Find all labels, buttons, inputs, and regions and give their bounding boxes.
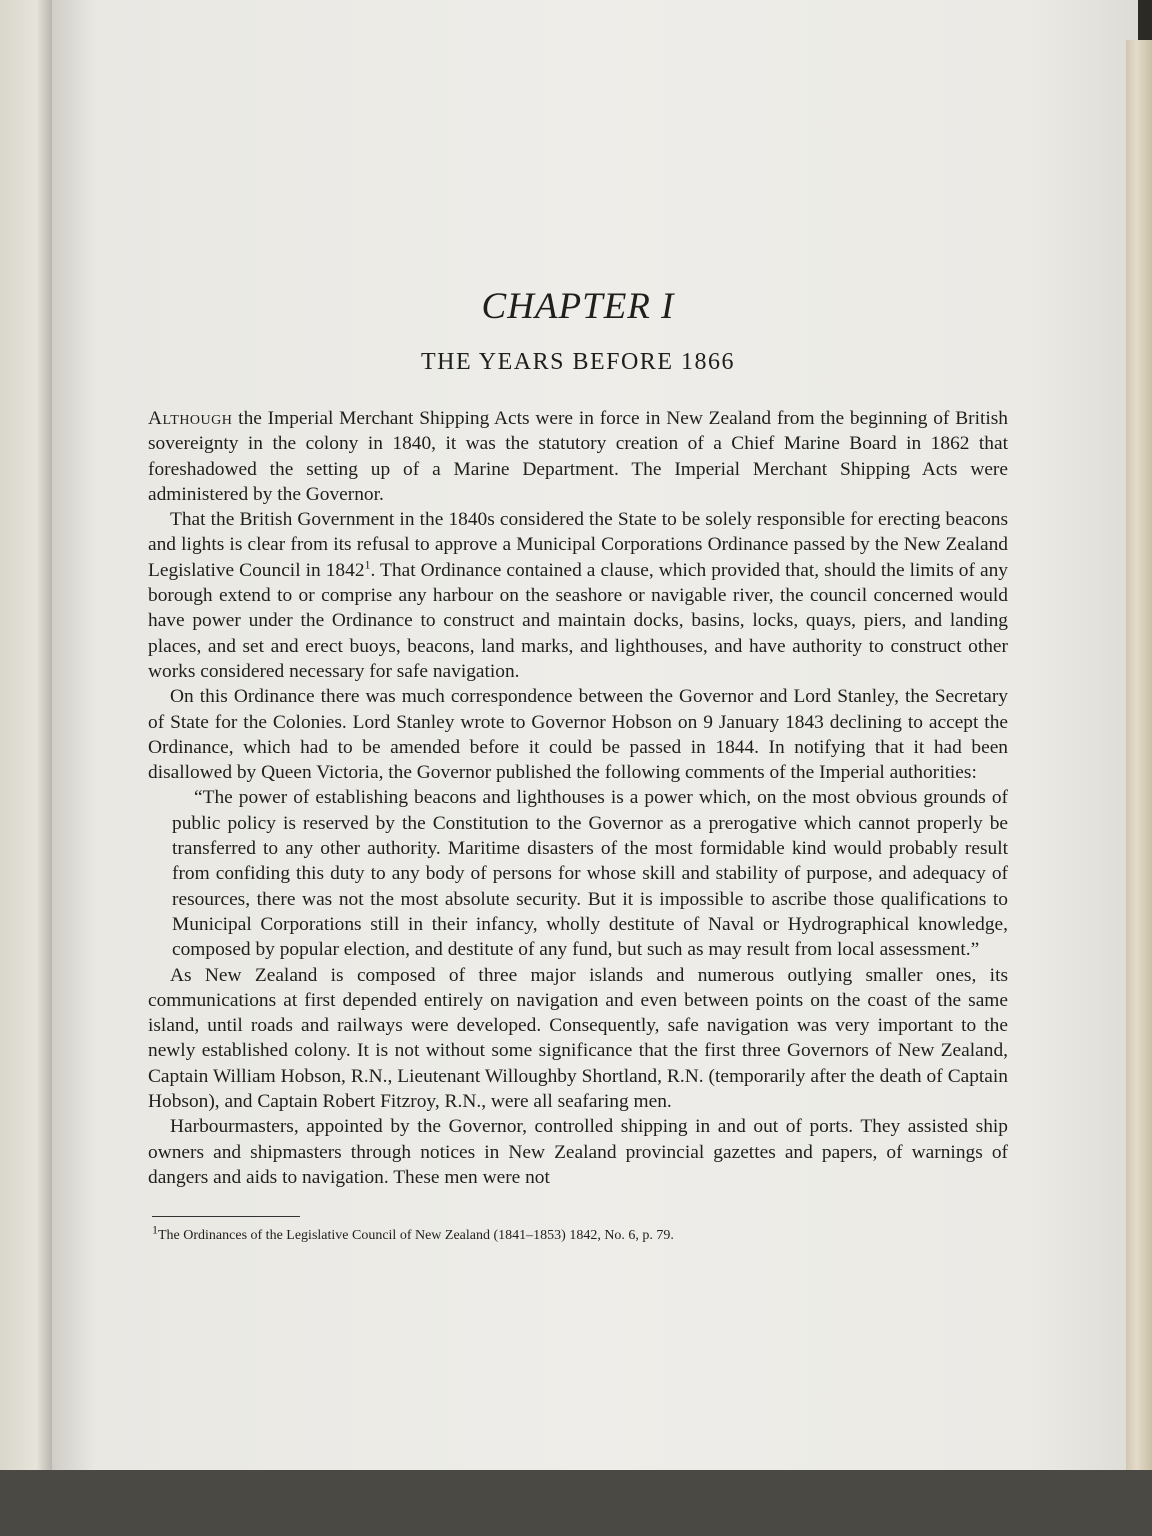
- footnote-ref: 1: [364, 557, 371, 572]
- paragraph-2: [148, 507, 1008, 684]
- page-text: [148, 282, 1008, 1245]
- footnote-rule: [152, 1216, 300, 1217]
- paragraph-2-text-b: . That Ordinance contained a clause, which provided that, should the limits of any borough extend to or comprise any harbour on the seashore or navigable river, the council concerned would have power under the Ordinance to construct and maintain docks, basins, locks, quays, piers, and landing places, and set and erect buoys, beacons, land marks, and lighthouses, and have authority to construct other works considered necessary for safe navigation.: [148, 559, 1008, 682]
- paragraph-4: As New Zealand is composed of three major islands and numerous outlying smaller ones, its communications at first depended entirely on navigation and even between points on the coast of the same island, until roads and railways were developed. Consequently, safe navigation was very important to the newly established colony. It is not without some significance that the first three Governors of New Zealand, Captain William Hobson, R.N., Lieutenant Willoughby Shortland, R.N. (temporarily after the death of Captain Hobson), and Captain Robert Fitzroy, R.N., were all seafaring men.: [148, 964, 1008, 1113]
- footnote-marker: 1: [152, 1222, 158, 1237]
- paragraph-3: On this Ordinance there was much correspondence between the Governor and Lord Stanley, the Secretary of State for the Colonies. Lord Stanley wrote to Governor Hobson on 9 January 1843 declining to accept the Ordinance, which had to be amended before it could be passed in 1844. In notifying that it had been disallowed by Queen Victoria, the Governor published the following comments of the Imperial authorities:: [148, 686, 1008, 784]
- footnote: [152, 1222, 1008, 1245]
- facing-page-edge: [0, 0, 52, 1536]
- page-stack-edge: [1126, 40, 1152, 1480]
- table-surface: [0, 1470, 1152, 1536]
- paragraph-2-text-a: That the British Government in the 1840s considered the State to be solely responsible for erecting beacons and lights is clear from its refusal to approve a Municipal Corporations Ordinance passed by the New Zealand Legislative Council in 1842: [148, 509, 1008, 581]
- footnote-text: The Ordinances of the Legislative Council of New Zealand (1841–1853) 1842, No. 6, p. 79.: [158, 1228, 674, 1244]
- paragraph-1: [148, 406, 1008, 507]
- block-quote: “The power of establishing beacons and lighthouses is a power which, on the most obvious grounds of public policy is reserved by the Constitution to the Governor as a prerogative which cannot properly be transferred to any other authority. Maritime disasters of the most formidable kind would probably result from confiding this duty to any body of persons for whose skill and stability of purpose, and adequacy of resources, there was not the most absolute security. But it is impossible to ascribe those qualifications to Municipal Corporations still in their infancy, wholly destitute of Naval or Hydrographical knowledge, composed by popular election, and destitute of any fund, but such as may result from local assessment.”: [172, 787, 1008, 961]
- lead-word: Although: [148, 408, 233, 429]
- paragraph-5: Harbourmasters, appointed by the Governor, controlled shipping in and out of ports. They assisted ship owners and shipmasters through notices in New Zealand provincial gazettes and papers, of warnings of dangers and aids to navigation. These men were not: [148, 1116, 1008, 1188]
- paragraph-1-text: the Imperial Merchant Shipping Acts were in force in New Zealand from the beginning of British sovereignty in the colony in 1840, it was the statutory creation of a Chief Marine Board in 1862 that foreshadowed the setting up of a Marine Department. The Imperial Merchant Shipping Acts were administered by the Governor.: [148, 408, 1008, 505]
- chapter-subtitle: THE YEARS BEFORE 1866: [421, 349, 735, 375]
- chapter-title: CHAPTER I: [481, 286, 675, 327]
